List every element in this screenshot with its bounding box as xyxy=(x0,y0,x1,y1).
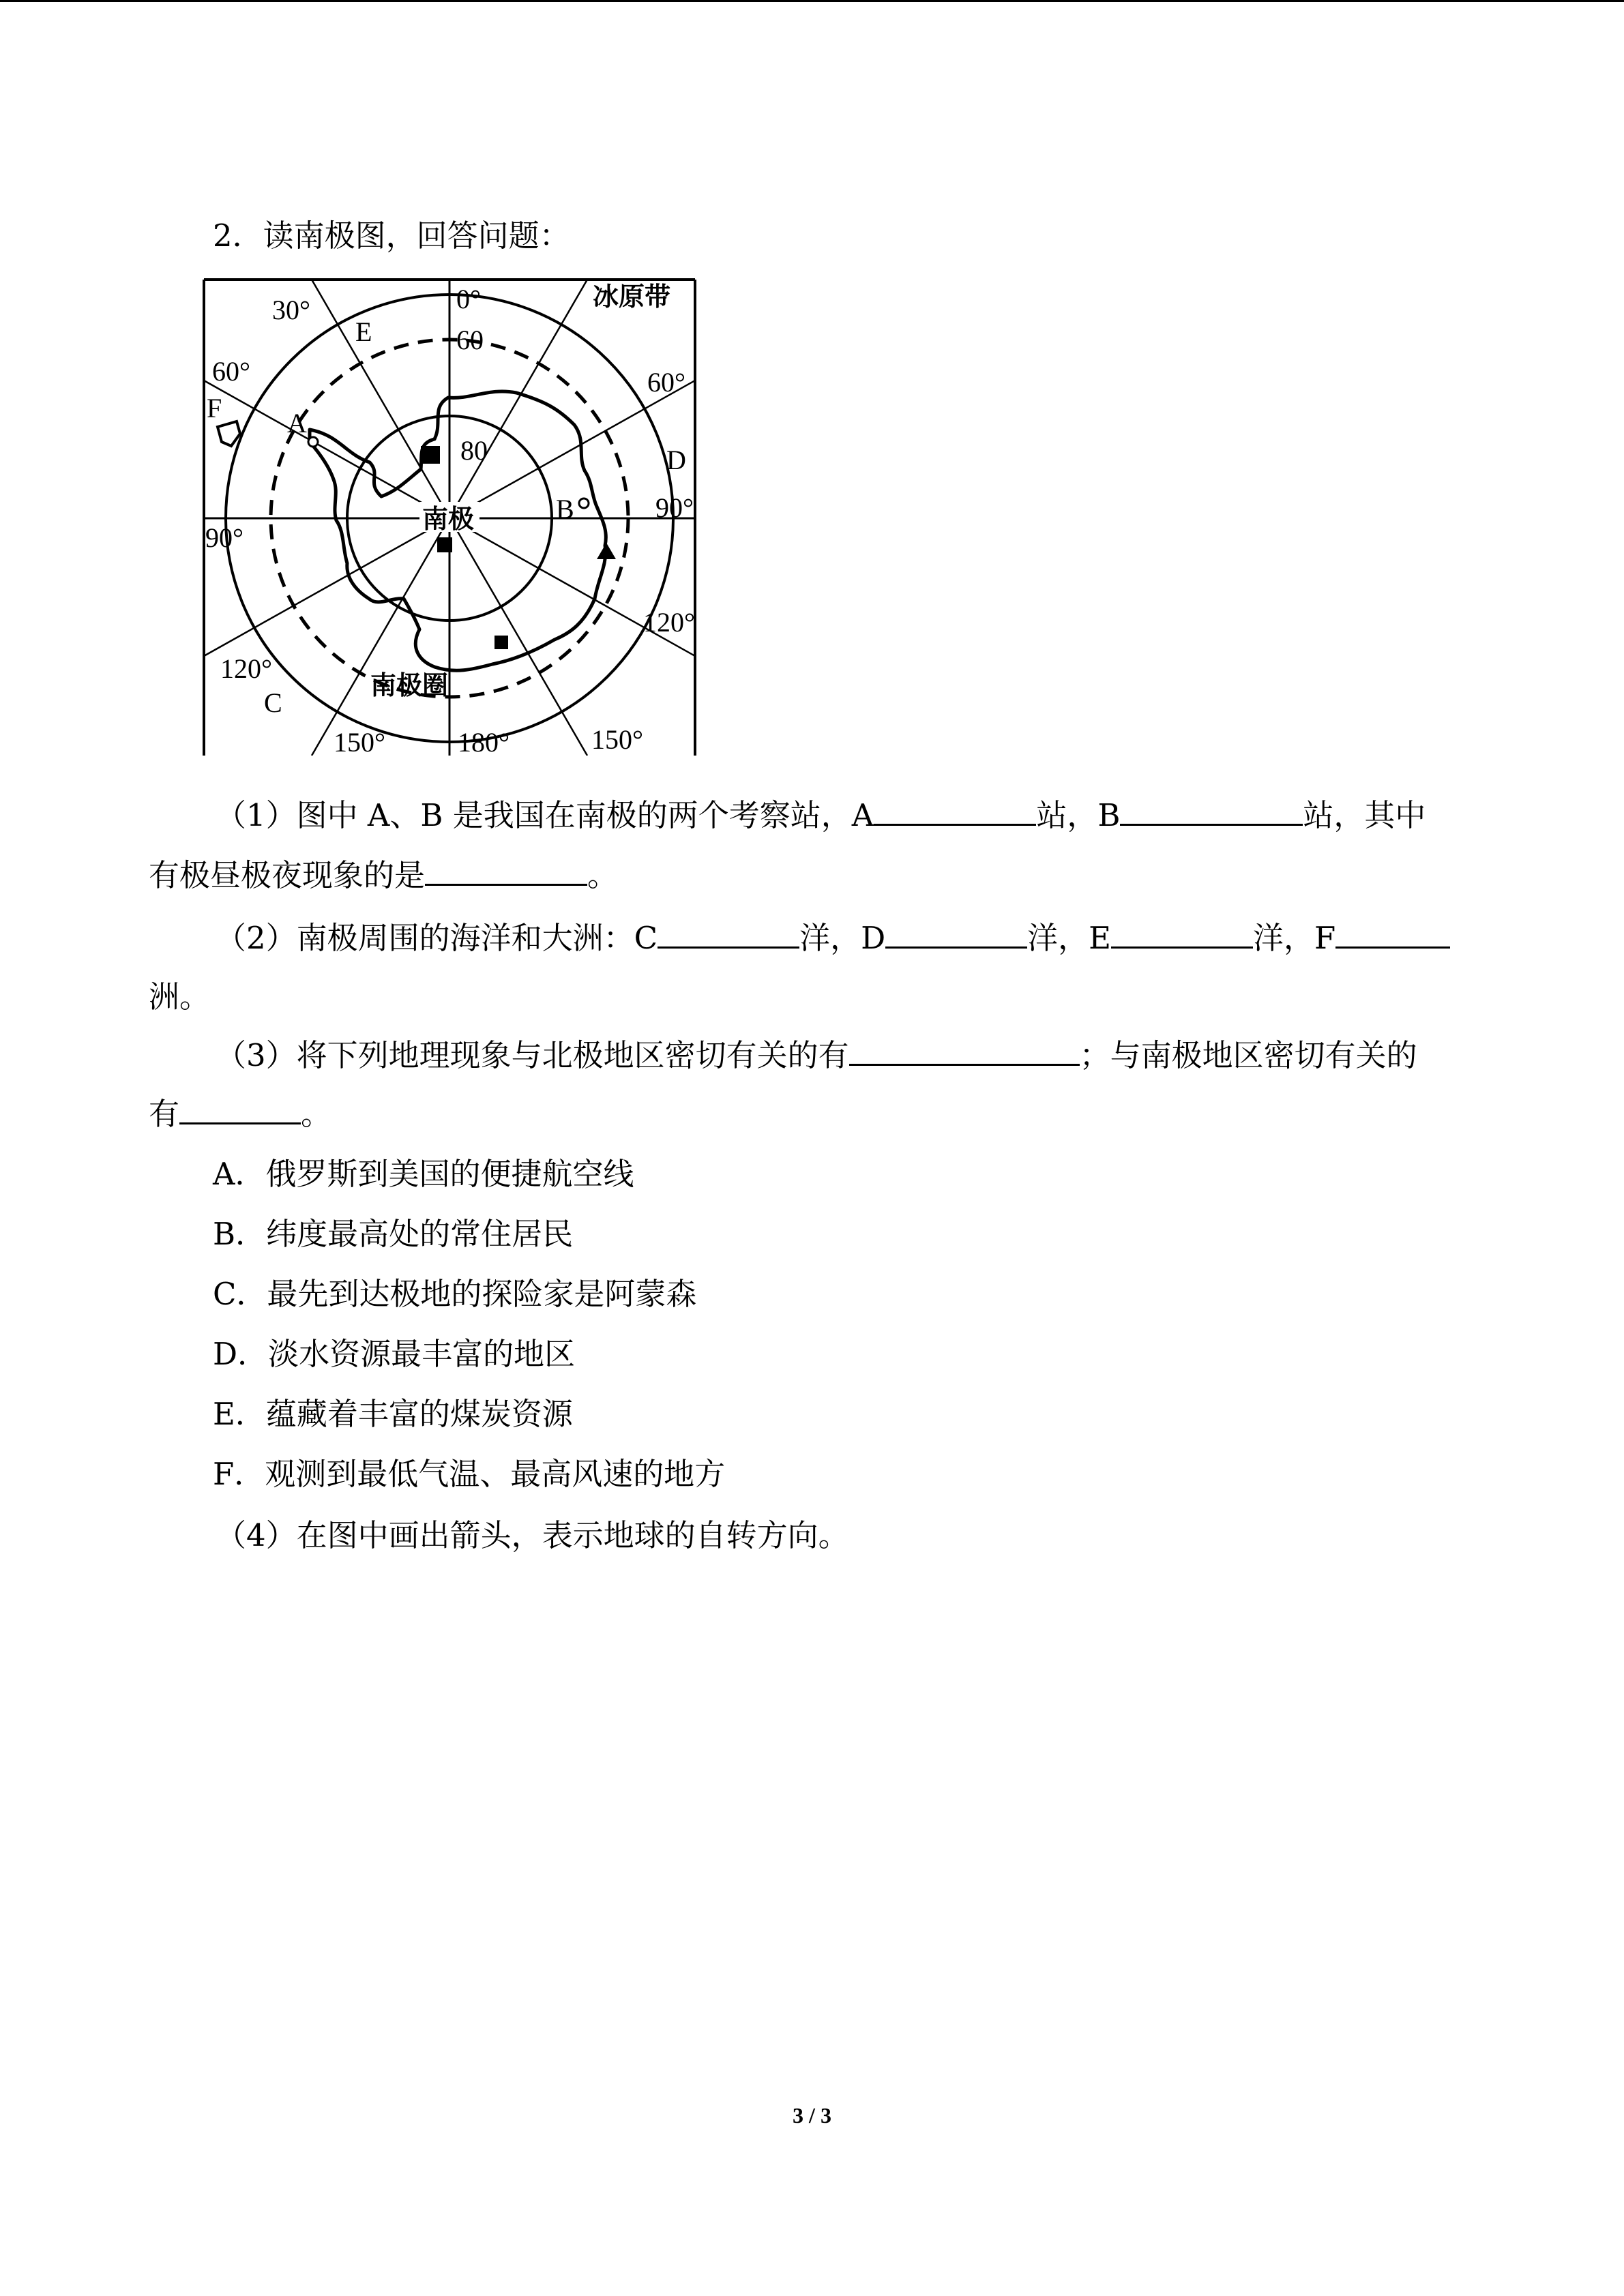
label-60-degree-left: 60° xyxy=(212,356,250,387)
question-part1-line2 xyxy=(149,855,618,896)
label-150-degree-right: 150° xyxy=(591,724,643,755)
answer-blank-ocean-c[interactable] xyxy=(658,919,799,949)
label-30-degree: 30° xyxy=(272,295,310,325)
label-90-degree-right: 90° xyxy=(655,492,694,523)
label-60-degree-right: 60° xyxy=(647,367,685,398)
label-180-degree: 180° xyxy=(458,727,510,756)
answer-blank-polar-day-night[interactable] xyxy=(425,856,587,886)
part3-text-b: ；与南极地区密切有关的 xyxy=(1079,1037,1417,1073)
part2-text-c: 洋，E xyxy=(1027,920,1112,956)
page-top-border xyxy=(0,0,1624,2)
label-latitude-80: 80 xyxy=(460,435,488,466)
option-b: B．纬度最高处的常住居民 xyxy=(213,1216,574,1252)
question-part3-line1 xyxy=(216,1035,1417,1076)
label-ocean-c: C xyxy=(264,687,282,718)
label-station-a: A xyxy=(287,408,307,438)
answer-blank-ocean-d[interactable] xyxy=(885,919,1027,949)
option-d: D．淡水资源最丰富的地区 xyxy=(213,1336,576,1372)
answer-blank-antarctic[interactable] xyxy=(179,1095,301,1124)
label-antarctic-circle: 南极圈 xyxy=(370,670,449,700)
answer-blank-continent-f[interactable] xyxy=(1335,919,1450,949)
answer-blank-ocean-e[interactable] xyxy=(1111,919,1253,949)
part3-text-c: 有 xyxy=(149,1096,180,1132)
question-heading: 2．读南极图，回答问题： xyxy=(213,218,570,254)
question-part3-line2 xyxy=(149,1094,331,1135)
answer-blank-station-b[interactable] xyxy=(1120,796,1303,826)
label-0-degree: 0° xyxy=(456,284,481,314)
answer-blank-arctic[interactable] xyxy=(849,1037,1080,1066)
label-150-degree-left: 150° xyxy=(334,727,385,756)
antarctic-map xyxy=(203,278,696,756)
question-part2-line1 xyxy=(216,918,1450,959)
part1-text-c: 站，其中 xyxy=(1303,797,1426,833)
part2-text-a: （2）南极周围的海洋和大洲：C xyxy=(216,920,658,956)
label-120-degree-left: 120° xyxy=(220,653,272,684)
part1-text-e: 。 xyxy=(587,857,619,893)
option-a: A．俄罗斯到美国的便捷航空线 xyxy=(213,1156,634,1192)
label-continent-f: F xyxy=(207,393,222,423)
label-ice-belt: 冰原带 xyxy=(593,282,671,312)
part2-text-b: 洋，D xyxy=(799,920,886,956)
label-120-degree-right: 120° xyxy=(643,607,695,638)
label-ocean-d: D xyxy=(666,445,686,475)
part2-text-d: 洋，F xyxy=(1253,920,1336,956)
label-ocean-e: E xyxy=(355,316,372,347)
label-south-pole: 南极 xyxy=(422,504,475,534)
answer-blank-station-a[interactable] xyxy=(874,796,1036,826)
page-number: 3 / 3 xyxy=(793,2103,831,2128)
part3-text-a: （3）将下列地理现象与北极地区密切有关的有 xyxy=(216,1037,849,1073)
option-c: C．最先到达极地的探险家是阿蒙森 xyxy=(213,1276,697,1312)
option-f: F．观测到最低气温、最高风速的地方 xyxy=(213,1456,726,1492)
label-90-degree-left: 90° xyxy=(205,522,243,553)
label-latitude-60: 60 xyxy=(456,325,484,355)
question-part2-line2: 洲。 xyxy=(149,979,211,1015)
part1-text-d: 有极昼极夜现象的是 xyxy=(149,857,426,893)
part3-text-d: 。 xyxy=(301,1096,332,1132)
option-e: E．蕴藏着丰富的煤炭资源 xyxy=(213,1396,573,1432)
question-part1-line1 xyxy=(216,795,1426,836)
label-station-b: B xyxy=(556,494,574,524)
part1-text-a: （1）图中 A、B 是我国在南极的两个考察站，A xyxy=(216,797,874,833)
part1-text-b: 站，B xyxy=(1036,797,1121,833)
question-part4: （4）在图中画出箭头，表示地球的自转方向。 xyxy=(216,1517,849,1553)
